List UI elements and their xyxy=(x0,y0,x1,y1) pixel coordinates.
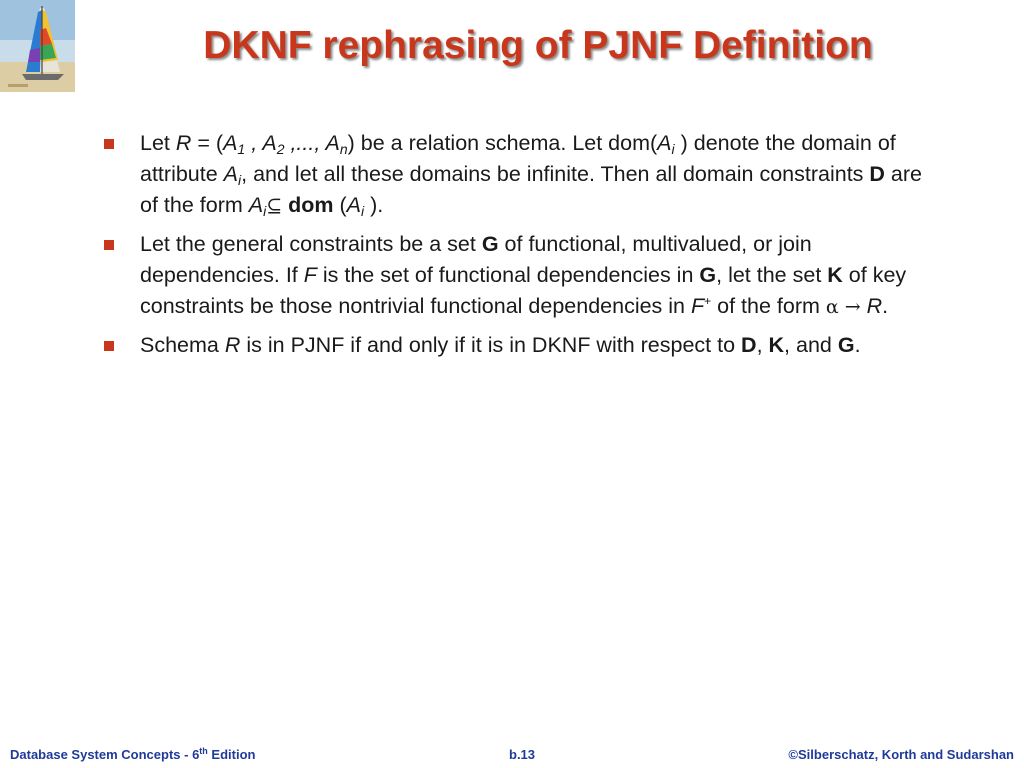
arrow-symbol: → xyxy=(844,296,861,318)
bullet-square-icon xyxy=(104,240,114,250)
subset-eq-symbol: ⊆ xyxy=(266,195,283,217)
footer-book-title: Database System Concepts - 6th Edition xyxy=(10,746,256,762)
footer-copyright: ©Silberschatz, Korth and Sudarshan xyxy=(788,747,1014,762)
list-item: Let the general constraints be a set G of functional, multivalued, or join dependencies. If F is the set of functional dependencies in G, let the set K of key constraints be those nontrivial functional dependencies in F+ of the form α → R. xyxy=(104,229,934,323)
bullet-list xyxy=(104,128,934,368)
alpha-symbol: α xyxy=(825,296,839,318)
footer-slide-number: b.13 xyxy=(509,747,536,762)
bullet-square-icon xyxy=(104,341,114,351)
list-item: Schema R is in PJNF if and only if it is in DKNF with respect to D, K, and G. xyxy=(104,330,934,361)
list-item: Let $R = (A_1$ , $A_2$ ,..., $A_n$) be a relation schema. Let $dom(A_i$ ) denote the domain of attribute $A_i$, and let all these domains be infinite. Then all domain constraints D are of the form $A_i⊆$ dom ($A_i$ ). xyxy=(104,128,934,222)
page-title: DKNF rephrasing of PJNF Definition xyxy=(203,24,873,67)
bullet-square-icon xyxy=(104,139,114,149)
